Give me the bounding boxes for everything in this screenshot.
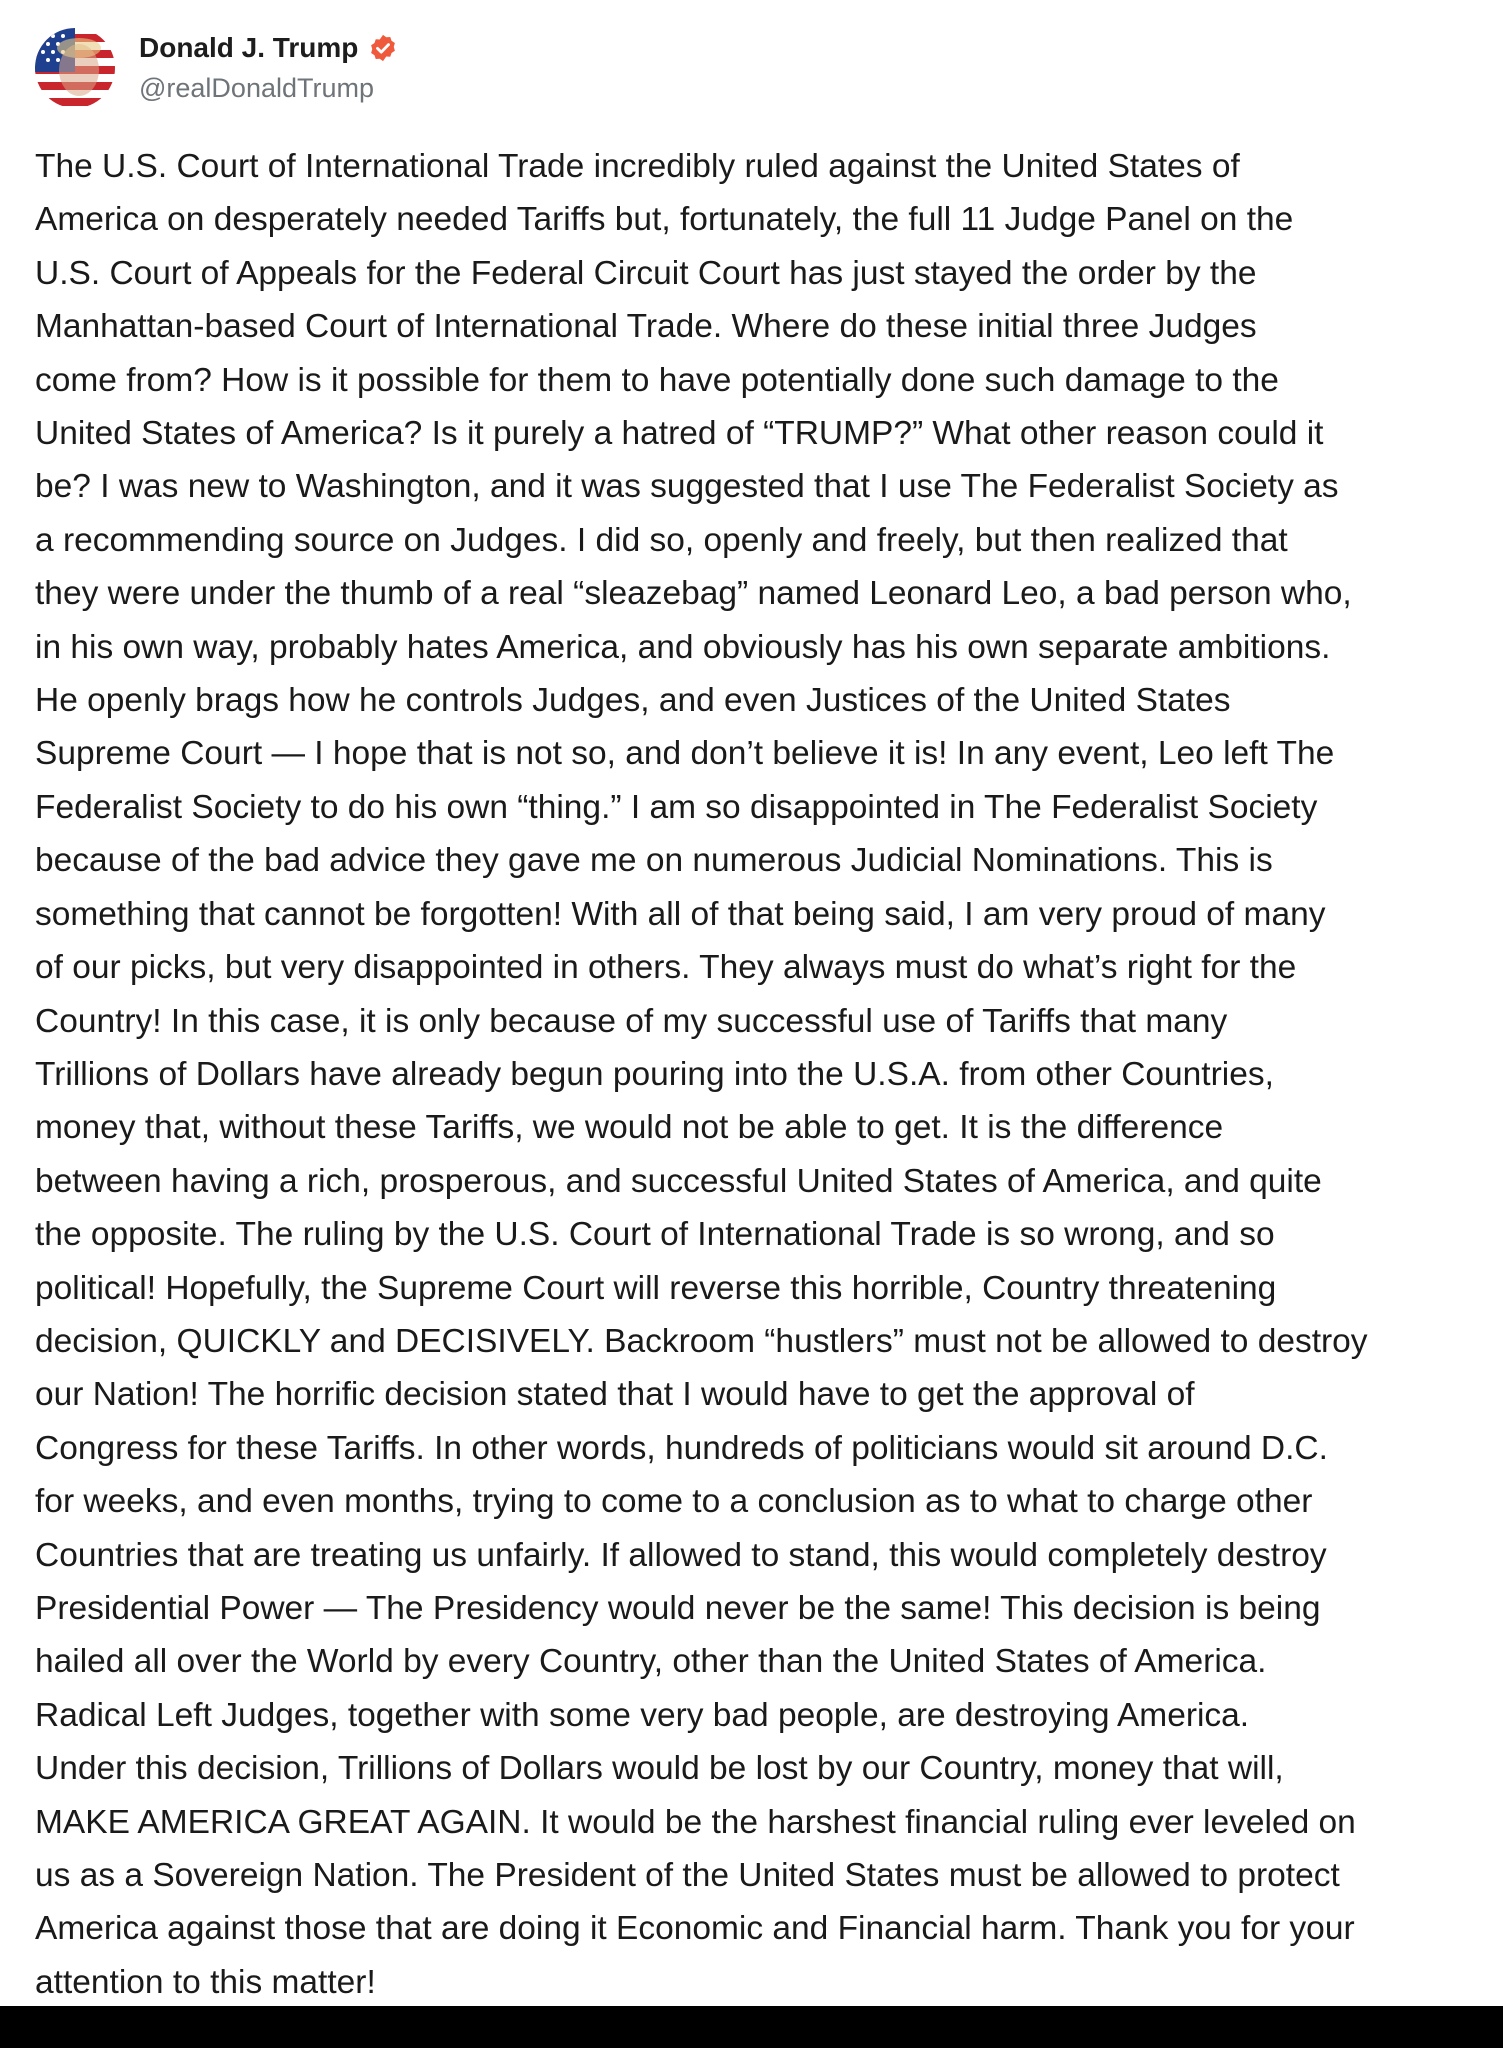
post-body-line: between having a rich, prosperous, and successful United States of America, and quite xyxy=(35,1162,1322,1200)
post-body-line: MAKE AMERICA GREAT AGAIN. It would be the harshest financial ruling ever leveled on xyxy=(35,1803,1356,1841)
post-body-line: something that cannot be forgotten! With all of that being said, I am very proud of many xyxy=(35,895,1326,933)
post-body-line: Manhattan-based Court of International Trade. Where do these initial three Judges xyxy=(35,308,1257,346)
post-body-line: America on desperately needed Tariffs but, fortunately, the full 11 Judge Panel on the xyxy=(35,201,1294,239)
post-body-line: a recommending source on Judges. I did so, openly and freely, but then realized that xyxy=(35,521,1288,559)
post-body-line: attention to this matter! xyxy=(35,1963,376,2001)
verified-badge-icon xyxy=(368,33,398,63)
post-body-line: Countries that are treating us unfairly. If allowed to stand, this would completely destroy xyxy=(35,1536,1327,1574)
post-body-line: U.S. Court of Appeals for the Federal Circuit Court has just stayed the order by the xyxy=(35,254,1257,292)
post-body-line: Federalist Society to do his own “thing.” I am so disappointed in The Federalist Society xyxy=(35,788,1318,826)
name-row xyxy=(139,30,398,66)
post-body-line: of our picks, but very disappointed in others. They always must do what’s right for the xyxy=(35,949,1297,987)
post-body xyxy=(35,140,1479,2009)
post-body-line: be? I was new to Washington, and it was suggested that I use The Federalist Society as xyxy=(35,468,1339,506)
post-body-line: because of the bad advice they gave me on numerous Judicial Nominations. This is xyxy=(35,842,1273,880)
post-body-line: money that, without these Tariffs, we would not be able to get. It is the difference xyxy=(35,1109,1224,1147)
post-body-line: Trillions of Dollars have already begun pouring into the U.S.A. from other Countries, xyxy=(35,1055,1274,1093)
author-handle[interactable]: @realDonaldTrump xyxy=(139,73,374,103)
post-body-line: political! Hopefully, the Supreme Court will reverse this horrible, Country threatening xyxy=(35,1269,1277,1307)
post-header xyxy=(35,20,1479,116)
post-body-line: for weeks, and even months, trying to come to a conclusion as to what to charge other xyxy=(35,1483,1313,1521)
post-body-line: America against those that are doing it Economic and Financial harm. Thank you for your xyxy=(35,1910,1355,1948)
post-body-line: come from? How is it possible for them to have potentially done such damage to the xyxy=(35,361,1279,399)
post-body-line: Country! In this case, it is only because of my successful use of Tariffs that many xyxy=(35,1002,1228,1040)
post-body-line: Presidential Power — The Presidency would never be the same! This decision is being xyxy=(35,1589,1321,1627)
post-body-line: us as a Sovereign Nation. The President of the United States must be allowed to protect xyxy=(35,1857,1340,1894)
post-body-line: they were under the thumb of a real “sleazebag” named Leonard Leo, a bad person who, xyxy=(35,575,1352,613)
author-display-name[interactable]: Donald J. Trump xyxy=(139,32,359,63)
post-body-line: Congress for these Tariffs. In other words, hundreds of politicians would sit around D.C. xyxy=(35,1429,1328,1467)
author-info xyxy=(139,30,398,106)
avatar-flag-portrait-icon xyxy=(35,28,115,108)
post-body-line: hailed all over the World by every Country, other than the United States of America. xyxy=(35,1643,1267,1681)
post-body-line: the opposite. The ruling by the U.S. Court of International Trade is so wrong, and so xyxy=(35,1216,1275,1254)
post-body-line: Supreme Court — I hope that is not so, and don’t believe it is! In any event, Leo left The xyxy=(35,735,1335,773)
post-body-line: in his own way, probably hates America, and obviously has his own separate ambitions. xyxy=(35,628,1331,666)
post-body-line: Radical Left Judges, together with some very bad people, are destroying America. xyxy=(35,1696,1250,1734)
post-body-line: He openly brags how he controls Judges, and even Justices of the United States xyxy=(35,682,1231,720)
post-body-line: our Nation! The horrific decision stated that I would have to get the approval of xyxy=(35,1376,1195,1414)
post-body-line: Under this decision, Trillions of Dollars would be lost by our Country, money that will, xyxy=(35,1750,1284,1788)
post-body-line: The U.S. Court of International Trade incredibly ruled against the United States of xyxy=(35,148,1240,185)
post-body-line: United States of America? Is it purely a hatred of “TRUMP?” What other reason could it xyxy=(35,415,1324,453)
post-body-line: decision, QUICKLY and DECISIVELY. Backroom “hustlers” must not be allowed to destroy xyxy=(35,1322,1368,1360)
avatar[interactable] xyxy=(35,28,115,108)
